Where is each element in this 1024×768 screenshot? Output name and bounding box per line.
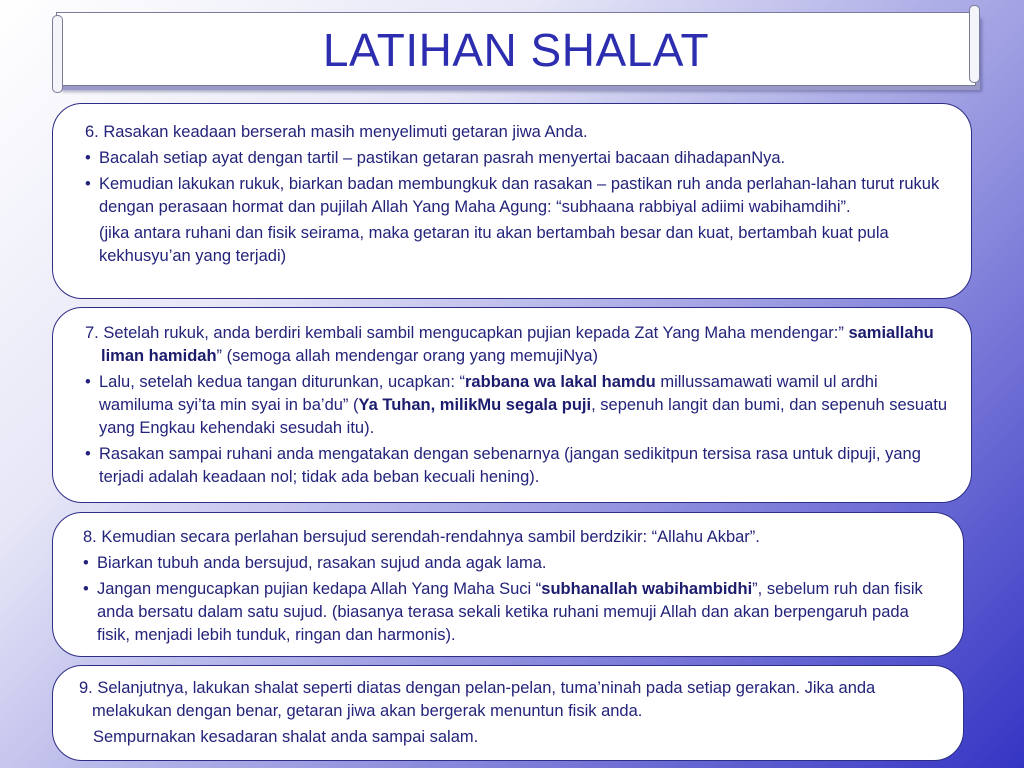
text-segment: ” (semoga allah mendengar orang yang memujiNya) [216, 347, 599, 365]
step-8-bullet-1 [83, 552, 943, 575]
step-6-bullet-2 [85, 173, 951, 219]
bullet-text: Bacalah setiap ayat dengan tartil – pastikan getaran pasrah menyertai bacaan dihadapanNya. [99, 149, 786, 167]
text-segment: 7. Setelah rukuk, anda berdiri kembali sambil mengucapkan pujian kepada Zat Yang Maha mendengar:” [85, 324, 849, 342]
text-segment: ”, sebelum ruh dan fisik anda bersatu dalam satu sujud. (biasanya terasa sekali ketika ruhani memuji Allah dan akan berpengaruh pada fisik, menjadi lebih tunduk, ringan dan harmonis). [97, 580, 923, 644]
step-6-box [52, 103, 972, 299]
step-9-box [52, 665, 964, 761]
bullet-icon: • [85, 445, 91, 463]
bullet-text: Biarkan tubuh anda bersujud, rasakan sujud anda agak lama. [97, 554, 547, 572]
step-7-bullet-2 [85, 443, 951, 489]
text-segment: Lalu, setelah kedua tangan diturunkan, ucapkan: “ [99, 373, 466, 391]
step-8-bullet-2 [83, 578, 943, 647]
bullet-icon: • [83, 554, 89, 572]
step-8-text: 8. Kemudian secara perlahan bersujud serendah-rendahnya sambil berdzikir: “Allahu Akbar”. [83, 528, 760, 546]
bullet-icon: • [85, 149, 91, 167]
step-6-text: 6. Rasakan keadaan berserah masih menyelimuti getaran jiwa Anda. [85, 123, 588, 141]
bold-phrase: subhanallah wabihambidhi [541, 580, 753, 598]
step-9-final: Sempurnakan kesadaran shalat anda sampai salam. [93, 728, 479, 746]
bullet-text: Kemudian lakukan rukuk, biarkan badan membungkuk dan rasakan – pastikan ruh anda perlahan-lahan turut rukuk dengan perasaan hormat dan pujilah Allah Yang Maha Agung: “subhaana rabbiyal adiimi wabihamdihi”. [99, 175, 940, 216]
bold-phrase: Ya Tuhan, milikMu segala puji [358, 396, 592, 414]
step-8-box [52, 512, 964, 657]
step-7-box [52, 307, 972, 503]
step-6-bullet-1 [85, 147, 951, 170]
text-segment: Jangan mengucapkan pujian kedapa Allah Yang Maha Suci “ [97, 580, 542, 598]
bullet-icon: • [83, 580, 89, 598]
step-7-bullet-1 [85, 371, 951, 440]
bullet-text: Rasakan sampai ruhani anda mengatakan dengan sebenarnya (jangan sedikitpun tersisa rasa untuk dipuji, yang terjadi adalah keadaan nol; tidak ada beban kecuali hening). [99, 445, 921, 486]
text-segment: millussamawati wamil ul ardhi wamiluma syi’ta min syai in ba’du” ( [99, 373, 878, 414]
bullet-icon: • [85, 175, 91, 193]
bold-phrase: samiallahu liman hamidah [101, 324, 934, 365]
title-banner [56, 12, 976, 86]
text-segment: , sepenuh langit dan bumi, dan sepenuh sesuatu yang Engkau kehendaki sesudah itu). [99, 396, 948, 437]
bullet-icon: • [85, 373, 91, 391]
page-title: LATIHAN SHALAT [322, 24, 710, 76]
step-7-text [85, 322, 951, 368]
step-9-text: 9. Selanjutnya, lakukan shalat seperti diatas dengan pelan-pelan, tuma’ninah pada setiap gerakan. Jika anda melakukan dengan benar, getaran jiwa akan bergerak menuntun fisik anda. [79, 679, 876, 720]
step-6-note: (jika antara ruhani dan fisik seirama, maka getaran itu akan bertambah besar dan kuat, bertambah kuat pula kekhusyu’an yang terjadi) [99, 224, 889, 265]
bold-phrase: rabbana wa lakal hamdu [465, 373, 656, 391]
